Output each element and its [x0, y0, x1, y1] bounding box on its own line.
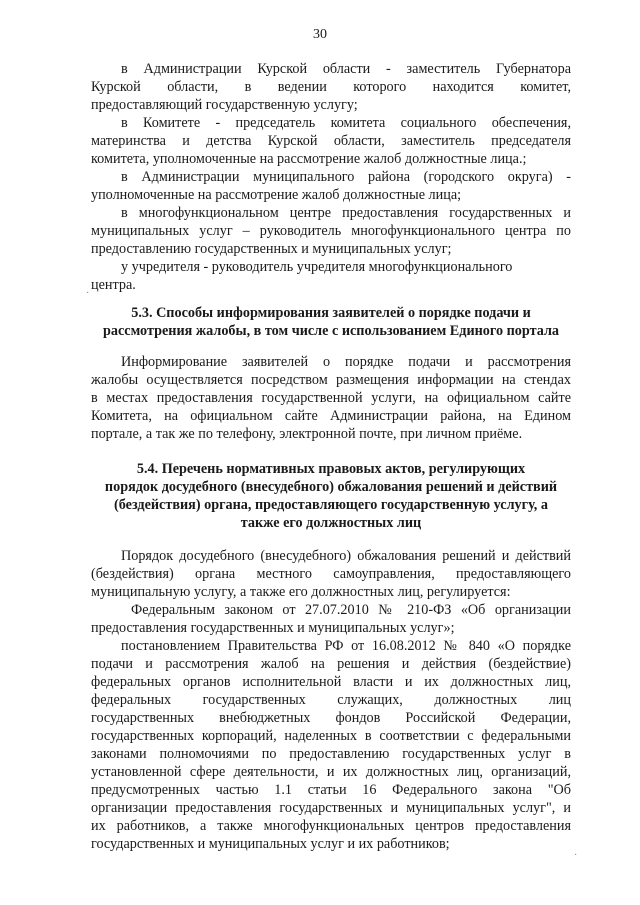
text-line: предоставлению государственных и муниципальных услуг;	[91, 241, 452, 257]
scan-speck: ·	[86, 288, 90, 299]
text-line: портале, а так же по телефону, электронной почте, при личном приёме.	[91, 426, 523, 442]
text-line: предусмотренных частью 1.1 статьи 16 Федерального закона "Об	[91, 782, 571, 798]
section-heading-5-4: (бездействия) органа, предоставляющего государственную услугу, а	[114, 497, 548, 513]
text-line: их работников, а также многофункциональных центров предоставления	[91, 818, 571, 834]
text-line: в Администрации муниципального района (городского округа) -	[121, 169, 571, 185]
text-line: подачи и рассмотрения жалоб на решения и действия (бездействие)	[91, 656, 571, 672]
text-line: законами полномочиями по предоставлению государственных услуг в	[91, 746, 571, 762]
text-line: Порядок досудебного (внесудебного) обжалования решений и действий	[121, 548, 571, 564]
section-heading-5-4: 5.4. Перечень нормативных правовых актов, регулирующих	[136, 461, 526, 477]
text-line: государственных корпораций, наделенных в соответствии с федеральными	[91, 728, 571, 744]
text-line: материнства и детства Курской области, заместитель председателя	[91, 133, 571, 149]
text-line: у учредителя - руководитель учредителя многофункционального	[121, 259, 513, 275]
text-line: муниципальную услугу, а также его должностных лиц, регулируется:	[91, 584, 511, 600]
section-heading-5-3: рассмотрения жалобы, в том числе с использованием Единого портала	[102, 323, 559, 339]
scan-speck: ·	[574, 850, 578, 861]
text-line: уполномоченные на рассмотрение жалоб должностные лица;	[91, 187, 462, 203]
text-line: государственных внебюджетных фондов Российской Федерации,	[91, 710, 571, 726]
text-line: Комитета, на официальном сайте Администрации района, на Едином	[91, 408, 571, 424]
text-line: (бездействия) органа местного самоуправления, предоставляющего	[91, 566, 571, 582]
text-line: предоставляющий государственную услугу;	[91, 97, 358, 113]
text-line: предоставления государственных и муниципальных услуг»;	[91, 620, 455, 636]
text-line: жалобы осуществляется посредством размещения информации на стендах	[91, 372, 571, 388]
section-heading-5-4: также его должностных лиц	[240, 515, 422, 531]
text-line: в многофункциональном центре предоставления государственных и	[121, 205, 571, 221]
text-line: федеральных органов исполнительной власти и их должностных лиц,	[91, 674, 571, 690]
text-line: в местах предоставления государственной услуги, на официальном сайте	[91, 390, 571, 406]
text-line: муниципальных услуг – руководитель многофункционального центра по	[91, 223, 571, 239]
text-line: в Комитете - председатель комитета социального обеспечения,	[121, 115, 571, 131]
page-number: 30	[313, 27, 327, 42]
text-line: Курской области, в ведении которого находится комитет,	[91, 79, 571, 95]
text-line: постановлением Правительства РФ от 16.08.2012 № 840 «О порядке	[121, 638, 571, 654]
text-line: Федеральным законом от 27.07.2010 № 210-ФЗ «Об организации	[131, 602, 571, 618]
section-heading-5-4: порядок досудебного (внесудебного) обжалования решений и действий	[104, 479, 558, 495]
text-line: федеральных государственных служащих, должностных лиц	[91, 692, 571, 708]
text-line: государственных и муниципальных услуг и их работников;	[91, 836, 450, 852]
section-heading-5-3: 5.3. Способы информирования заявителей о порядке подачи и	[131, 305, 531, 321]
text-line: в Администрации Курской области - заместитель Губернатора	[121, 61, 571, 77]
text-line: организации предоставления государственных и муниципальных услуг", и	[91, 800, 571, 816]
text-line: комитета, уполномоченные на рассмотрение жалоб должностные лица.;	[91, 151, 527, 167]
text-line: центра.	[91, 277, 136, 293]
text-line: Информирование заявителей о порядке подачи и рассмотрения	[121, 354, 571, 370]
text-line: установленной сфере деятельности, и их должностных лиц, организаций,	[91, 764, 571, 780]
